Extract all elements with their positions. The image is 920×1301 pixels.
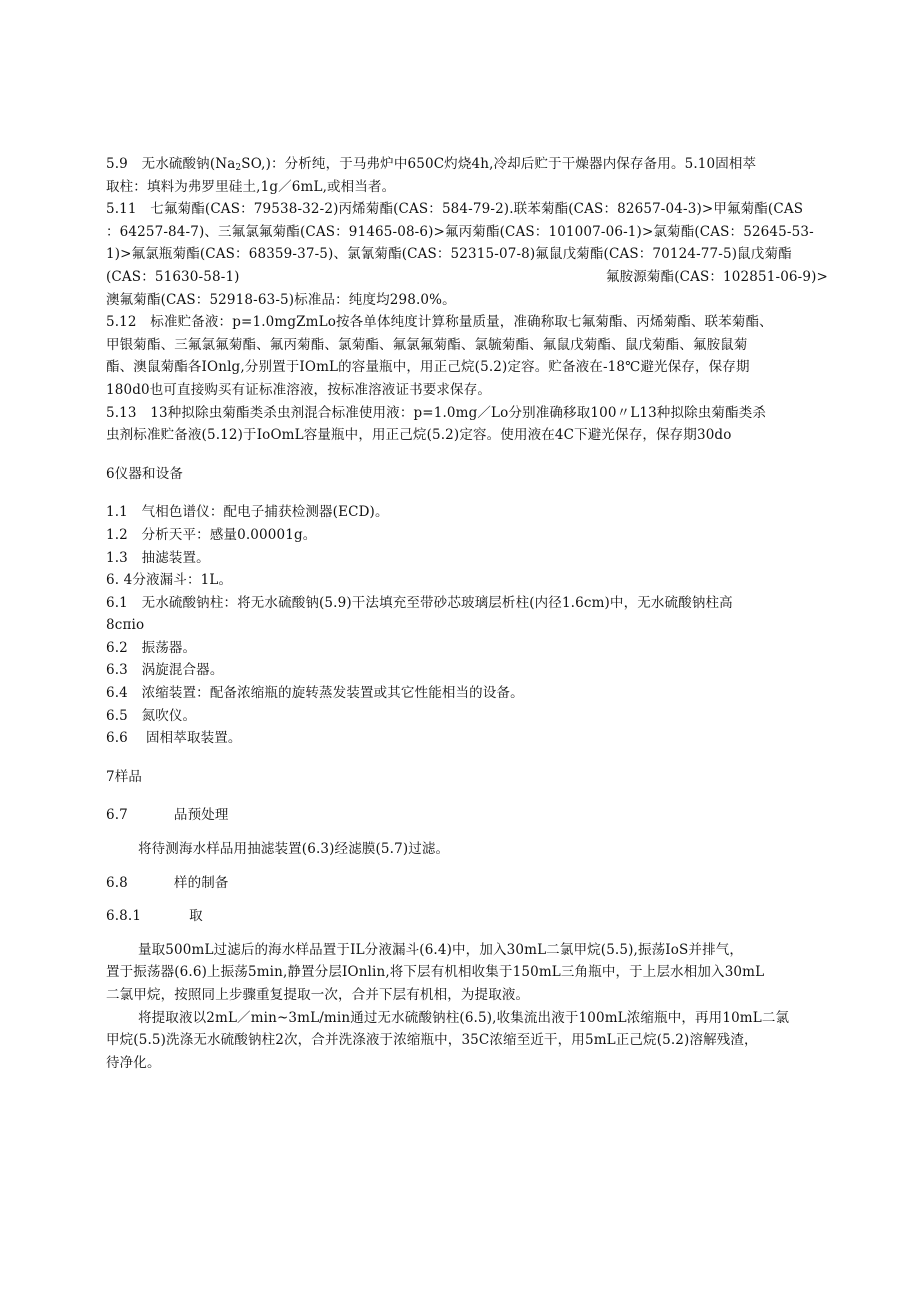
equipment-item: 8cπio (106, 617, 145, 634)
extraction-paragraph-line: 量取500mL过滤后的海水样品置于IL分液漏斗(6.4)中，加入30mL二氯甲烷(5.5),振荡IoS并排气， (138, 941, 744, 958)
subsection-6-8-1-heading (106, 905, 846, 928)
section-6-heading: 6仪器和设备 (106, 465, 183, 482)
paragraph-5-11-line: 5.11 七氟菊酯(CAS：79538-32-2)丙烯菊酯(CAS：584-79-2).联苯菊酯(CAS：82657-04-3)>甲氟菊酯(CAS (106, 201, 804, 218)
paragraph-5-13-line: 虫剂标准贮备液(5.12)于IoOmL容量瓶中，用正己烷(5.2)定容。使用液在4C下避光保存，保存期30do (106, 427, 732, 444)
equipment-item: 6.4 浓缩装置：配备浓缩瓶的旋转蒸发装置或其它性能相当的设备。 (106, 685, 524, 702)
paragraph-5-11-line: ：64257-84-7)、三氟氯氟菊酯(CAS：91465-08-6)>氟丙菊酯(CAS：101007-06-1)>氯菊酯(CAS：52645-53- (106, 223, 814, 240)
paragraph-5-11-cas-right: 氟胺源菊酯(CAS：102851-06-9)> (605, 268, 828, 285)
subsection-title: 品预处理 (173, 807, 229, 824)
paragraph-5-12-line: 180d0也可直接购买有证标准溶液，按标准溶液证书要求保存。 (106, 381, 491, 398)
equipment-item: 6.3 涡旋混合器。 (106, 662, 224, 679)
drying-paragraph-line: 甲烷(5.5)洗涤无水硫酸钠柱2次，合并洗涤液于浓缩瓶中，35C浓缩至近干，用5mL正己烷(5.2)溶解残渣， (106, 1032, 758, 1049)
subsection-6-8-heading (106, 872, 846, 895)
paragraph-5-11-line: 1)>氟氯瓶菊酯(CAS：68359-37-5)、氯氰菊酯(CAS：52315-07-8)氟鼠戊菊酯(CAS：70124-77-5)鼠戊菊酯 (106, 246, 792, 263)
drying-paragraph-line: 待净化。 (106, 1054, 161, 1071)
equipment-item: 6.6 固相萃取装置。 (106, 730, 242, 747)
equipment-item: 1.1 气相色谱仪：配电子捕获检测器(ECD)。 (106, 504, 389, 521)
equipment-item: 6.2 振荡器。 (106, 639, 197, 656)
subsection-number: 6.8.1 (106, 908, 142, 925)
extraction-paragraph-line: 置于振荡器(6.6)上振荡5min,静置分层IOnlin,将下层有机相收集于150mL三角瓶中，于上层水相加入30mL (106, 964, 765, 981)
equipment-item: 1.3 抽滤装置。 (106, 549, 210, 566)
extraction-paragraph-line: 二氯甲烷，按照同上步骤重复提取一次，合并下层有机相，为提取液。 (106, 987, 530, 1003)
paragraph-5-9-line-1: 5.9 无水硫酸钠$(Na_2SO,)$：分析纯，于马弗炉中650C灼烧4h,冷却后贮于干燥器内保存备用。5.10固相萃 (106, 156, 757, 173)
equipment-item: 6. 4分液漏斗：1L。 (106, 572, 233, 589)
paragraph-5-11-line-split (106, 266, 846, 289)
paragraph-5-12-line: 5.12 标准贮备液：p=1.0mgZmLo按各单体纯度计算称量质量，准确称取七氟菊酯、丙烯菊酯、联苯菊酯、 (106, 314, 773, 331)
paragraph-5-11-line: 澳氟菊酯(CAS：52918-63-5)标准品：纯度均298.0%。 (106, 291, 456, 308)
drying-paragraph-line: 将提取液以2mL／min~3mL/min通过无水硫酸钠柱(6.5),收集流出液于100mL浓缩瓶中，再用10mL二氯 (138, 1009, 790, 1026)
subsection-6-7-text: 将待测海水样品用抽滤装置(6.3)经滤膜(5.7)过滤。 (138, 841, 450, 858)
equipment-item: 6.5 氮吹仪。 (106, 707, 197, 724)
subsection-number: 6.7 (106, 807, 128, 824)
equipment-item: 1.2 分析天平：感量0.00001g。 (106, 526, 317, 543)
subsection-title: 样的制备 (173, 874, 229, 891)
subsection-title: 取 (189, 908, 203, 925)
paragraph-5-9-line-2: 取柱：填料为弗罗里硅土,1g／6mL,或相当者。 (106, 178, 396, 195)
document-page (106, 153, 846, 1074)
paragraph-5-12-line: 酯、澳鼠菊酯各IOnlg,分别置于IOmL的容量瓶中，用正己烷(5.2)定容。贮备液在-18℃避光保存，保存期 (106, 359, 750, 376)
subsection-number: 6.8 (106, 874, 128, 891)
equipment-item: 6.1 无水硫酸钠柱：将无水硫酸钠(5.9)干法填充至带砂芯玻璃层析柱(内径1.6cm)中，无水硫酸钠柱高 (106, 594, 733, 611)
subsection-6-7-heading (106, 804, 846, 827)
paragraph-5-13-line: 5.13 13种拟除虫菊酯类杀虫剂混合标准使用液：p=1.0mg／Lo分别准确移取100〃L13种拟除虫菊酯类杀 (106, 404, 767, 421)
paragraph-5-12-line: 甲银菊酯、三氟氯氟菊酯、氟丙菊酯、氯菊酯、氟氯氟菊酯、氯毓菊酯、氟鼠戊菊酯、鼠戊菊酯、氟胺鼠菊 (106, 336, 748, 353)
section-7-heading: 7样品 (106, 768, 143, 785)
paragraph-5-11-cas-left: (CAS：51630-58-1) (106, 268, 240, 285)
